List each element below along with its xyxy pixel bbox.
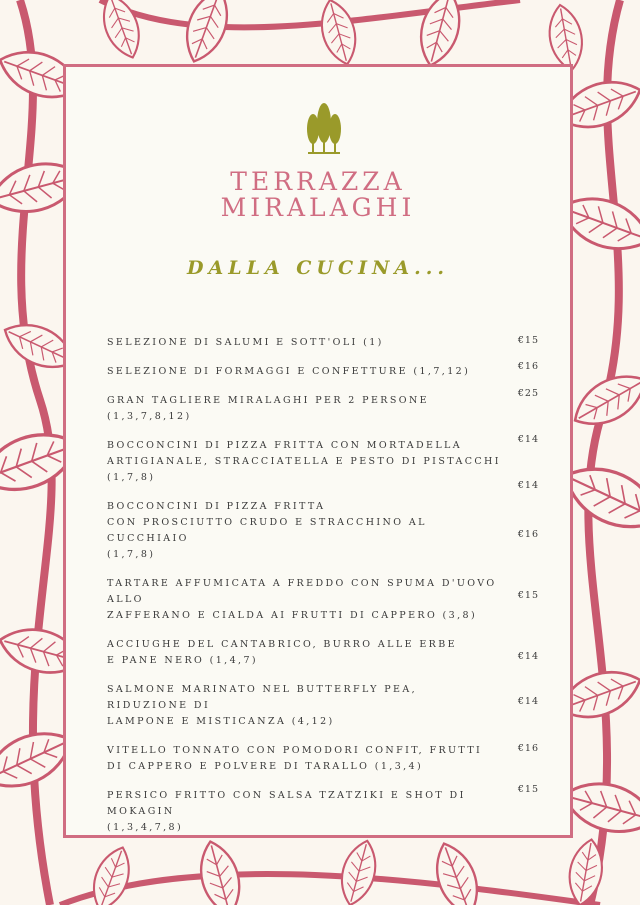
- menu-item-name: TARTARE AFFUMICATA A FREDDO CON SPUMA D'UOVO ALLO ZAFFERANO E CIALDA AI FRUTTI DI CAPPERO (3,8): [107, 578, 497, 621]
- menu-item: [107, 576, 549, 624]
- brand-name-line2: MIRALAGHI: [220, 193, 416, 222]
- menu-item: [107, 637, 549, 669]
- menu-card: [63, 64, 573, 838]
- menu-item-name: ACCIUGHE DEL CANTABRICO, BURRO ALLE ERBE E PANE NERO (1,4,7): [107, 639, 457, 666]
- menu-item: [107, 499, 549, 563]
- menu-item-name: SELEZIONE DI SALUMI E SOTT'OLI (1): [107, 337, 384, 348]
- menu-item: [107, 682, 549, 730]
- cypress-trees-icon: [304, 101, 344, 157]
- menu-item: [107, 335, 549, 351]
- menu-list: [107, 335, 549, 849]
- menu-item: [107, 784, 549, 836]
- menu-item-price: €14: [517, 696, 539, 707]
- menu-item-price: €25: [517, 388, 539, 399]
- menu-item: [107, 388, 549, 425]
- menu-item-price: €14: [517, 651, 539, 662]
- menu-item-price: €16: [517, 529, 539, 540]
- menu-item-name: VITELLO TONNATO CON POMODORI CONFIT, FRUTTI DI CAPPERO E POLVERE DI TARALLO (1,3,4): [107, 745, 483, 772]
- menu-item-price: €14: [517, 434, 539, 445]
- menu-item-name: BOCCONCINI DI PIZZA FRITTA CON PROSCIUTTO CRUDO E STRACCHINO AL CUCCHIAIO (1,7,8): [107, 501, 427, 560]
- menu-item: [107, 434, 549, 491]
- menu-item-name: GRAN TAGLIERE MIRALAGHI PER 2 PERSONE (1,3,7,8,12): [107, 395, 429, 422]
- menu-item: [107, 743, 549, 775]
- menu-item-name: PERSICO FRITTO CON SALSA TZATZIKI E SHOT DI MOKAGIN (1,3,4,7,8): [107, 790, 466, 833]
- menu-item-price: €15: [517, 590, 539, 601]
- menu-item: [107, 361, 549, 380]
- menu-item-name: SELEZIONE DI FORMAGGI E CONFETTURE (1,7,12): [107, 366, 471, 377]
- brand-name-line1: TERRAZZA: [230, 167, 406, 196]
- menu-item-price: €16: [517, 361, 539, 372]
- section-title: DALLA CUCINA...: [187, 257, 449, 279]
- menu-item-price-extra: €14: [517, 480, 539, 491]
- menu-item-name: BOCCONCINI DI PIZZA FRITTA CON MORTADELLA ARTIGIANALE, STRACCIATELLA E PESTO DI PISTACCHI (1,7,8): [107, 440, 501, 483]
- menu-item-name: SALMONE MARINATO NEL BUTTERFLY PEA, RIDUZIONE DI LAMPONE E MISTICANZA (4,12): [107, 684, 418, 727]
- menu-item-price: €15: [517, 335, 539, 346]
- menu-item-price: €16: [517, 743, 539, 754]
- menu-item-price: €15: [517, 784, 539, 795]
